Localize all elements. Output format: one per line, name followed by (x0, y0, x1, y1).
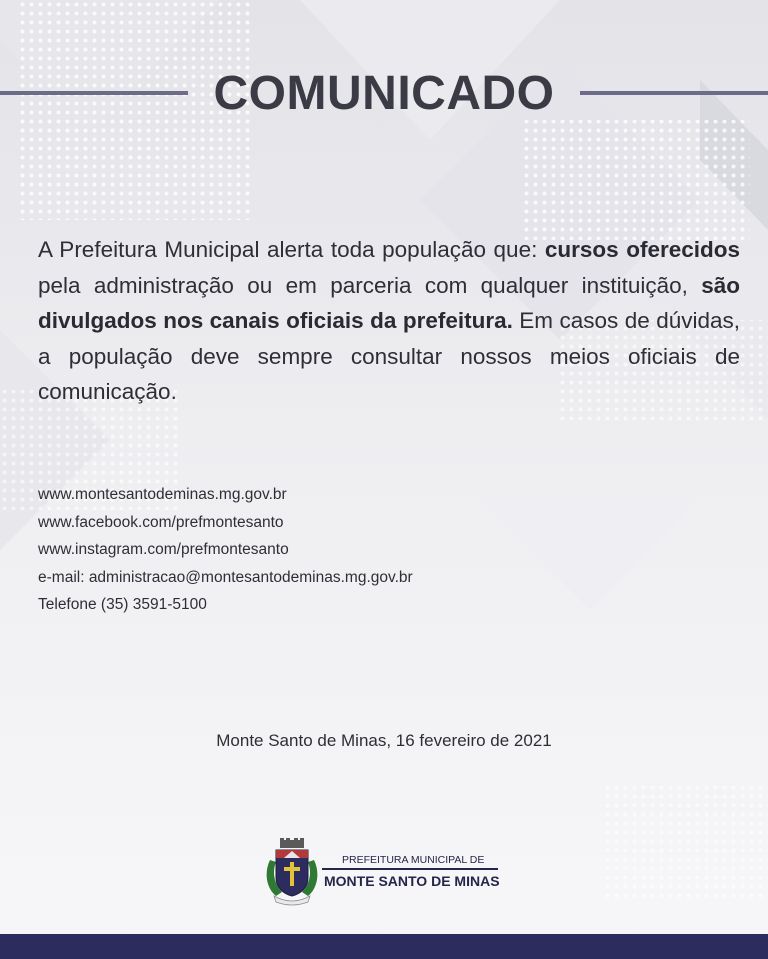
contact-list (38, 481, 638, 619)
title-divider-left (0, 91, 188, 95)
body-bold-2: são divulgados nos canais oficiais da prefeitura. (38, 272, 740, 333)
page-title: COMUNICADO (213, 67, 555, 120)
title-divider-right (580, 91, 768, 95)
footer-bar (0, 934, 768, 959)
title-row (0, 62, 768, 126)
logo-rule (322, 868, 498, 870)
announcement-body (38, 232, 740, 410)
email-link[interactable]: e-mail: administracao@montesantodeminas.mg.gov.br (38, 568, 413, 586)
website-link[interactable]: www.montesantodeminas.mg.gov.br (38, 486, 287, 503)
phone-number: Telefone (35) 3591-5100 (38, 596, 207, 614)
body-part-1: A Prefeitura Municipal alerta toda população que: (38, 237, 545, 262)
logo-text-main: MONTE SANTO DE MINAS (324, 873, 500, 889)
logo-text-top: PREFEITURA MUNICIPAL DE (342, 854, 485, 866)
facebook-link[interactable]: www.facebook.com/prefmontesanto (38, 513, 284, 531)
body-part-2: pela administração ou em parceria com qualquer instituição, (38, 272, 702, 298)
body-bold-1: cursos oferecidos (544, 237, 740, 262)
date-line: Monte Santo de Minas, 16 fevereiro de 2021 (216, 731, 552, 750)
municipality-logo (262, 838, 506, 906)
body-part-3: Em casos de dúvidas, a população deve sempre consultar nossos meios oficiais de comunicação. (38, 308, 740, 404)
coat-of-arms-icon (262, 838, 322, 906)
instagram-link[interactable]: www.instagram.com/prefmontesanto (38, 541, 289, 559)
